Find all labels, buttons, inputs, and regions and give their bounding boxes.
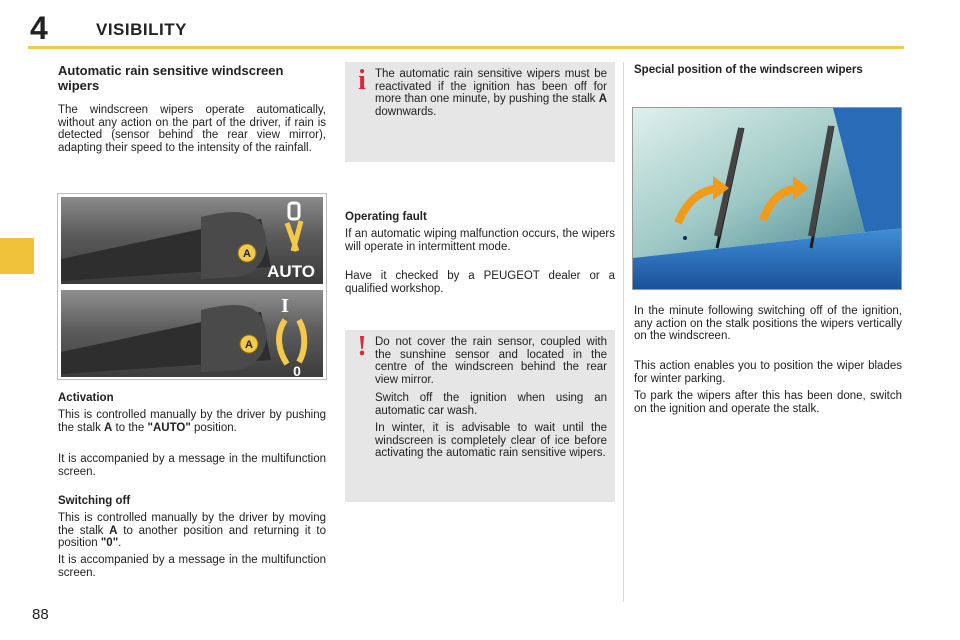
warning-paragraph-2: Switch off the ignition when using an automatic car wash. bbox=[375, 392, 607, 417]
special-position-paragraph-2: This action enables you to position the wiper blades for winter parking. bbox=[634, 360, 902, 385]
windscreen-illustration bbox=[633, 108, 902, 290]
column-divider bbox=[623, 62, 624, 602]
windscreen-figure bbox=[632, 107, 902, 290]
header-rule bbox=[28, 46, 904, 49]
position-i-label: I bbox=[281, 295, 289, 317]
position-zero-label: 0 bbox=[293, 363, 301, 377]
special-position-heading: Special position of the windscreen wipers bbox=[634, 64, 863, 76]
warning-paragraph-1: Do not cover the rain sensor, coupled with the sunshine sensor and located in the centre of the windscreen behind the rear view mirror. bbox=[375, 336, 607, 386]
activation-paragraph: This is controlled manually by the driver by pushing the stalk A to the "AUTO" position. bbox=[58, 409, 326, 434]
stalk-letter-a-2: A bbox=[245, 339, 253, 351]
stalk-photo-auto bbox=[61, 197, 323, 284]
switching-off-paragraph: This is controlled manually by the driver by moving the stalk A to another position and returning it to position "0". bbox=[58, 512, 326, 549]
chapter-side-tab bbox=[0, 238, 34, 274]
switching-off-heading: Switching off bbox=[58, 495, 131, 507]
stalk-photo-off bbox=[61, 290, 323, 377]
activation-message-paragraph: It is accompanied by a message in the multifunction screen. bbox=[58, 453, 326, 478]
auto-label: AUTO bbox=[267, 262, 315, 281]
activation-heading: Activation bbox=[58, 392, 114, 404]
stalk-auto-illustration bbox=[61, 197, 323, 284]
warning-paragraph-3: In winter, it is advisable to wait until the windscreen is completely clear of ice before activating the automatic rain sensitive wipers. bbox=[375, 422, 607, 459]
warning-icon: ! bbox=[357, 331, 367, 362]
dealer-check-paragraph: Have it checked by a PEUGEOT dealer or a qualified workshop. bbox=[345, 270, 615, 295]
section-heading-rain-wipers: Automatic rain sensitive windscreen wipers bbox=[58, 63, 284, 93]
info-icon: i bbox=[358, 65, 366, 96]
intro-paragraph: The windscreen wipers operate automatically, without any action on the part of the driver, if rain is detected (sensor behind the rear view mirror), adapting their speed to the intensity of the rainfall. bbox=[58, 104, 326, 154]
chapter-title: VISIBILITY bbox=[96, 20, 187, 39]
page-number: 88 bbox=[32, 606, 49, 623]
info-text: The automatic rain sensitive wipers must be reactivated if the ignition has been off for more than one minute, by pushing the stalk A downwards. bbox=[375, 68, 607, 118]
warning-box bbox=[345, 330, 615, 502]
stalk-figure bbox=[57, 193, 327, 380]
operating-fault-heading: Operating fault bbox=[345, 211, 427, 223]
stalk-off-illustration bbox=[61, 290, 323, 377]
switching-off-message-paragraph: It is accompanied by a message in the multifunction screen. bbox=[58, 554, 326, 579]
info-box bbox=[345, 62, 615, 162]
stalk-letter-a: A bbox=[243, 248, 251, 260]
special-position-paragraph-1: In the minute following switching off of the ignition, any action on the stalk positions the wipers vertically on the windscreen. bbox=[634, 305, 902, 342]
special-position-paragraph-3: To park the wipers after this has been done, switch on the ignition and operate the stalk. bbox=[634, 390, 902, 415]
operating-fault-paragraph: If an automatic wiping malfunction occurs, the wipers will operate in intermittent mode. bbox=[345, 228, 615, 253]
chapter-number: 4 bbox=[30, 10, 48, 46]
